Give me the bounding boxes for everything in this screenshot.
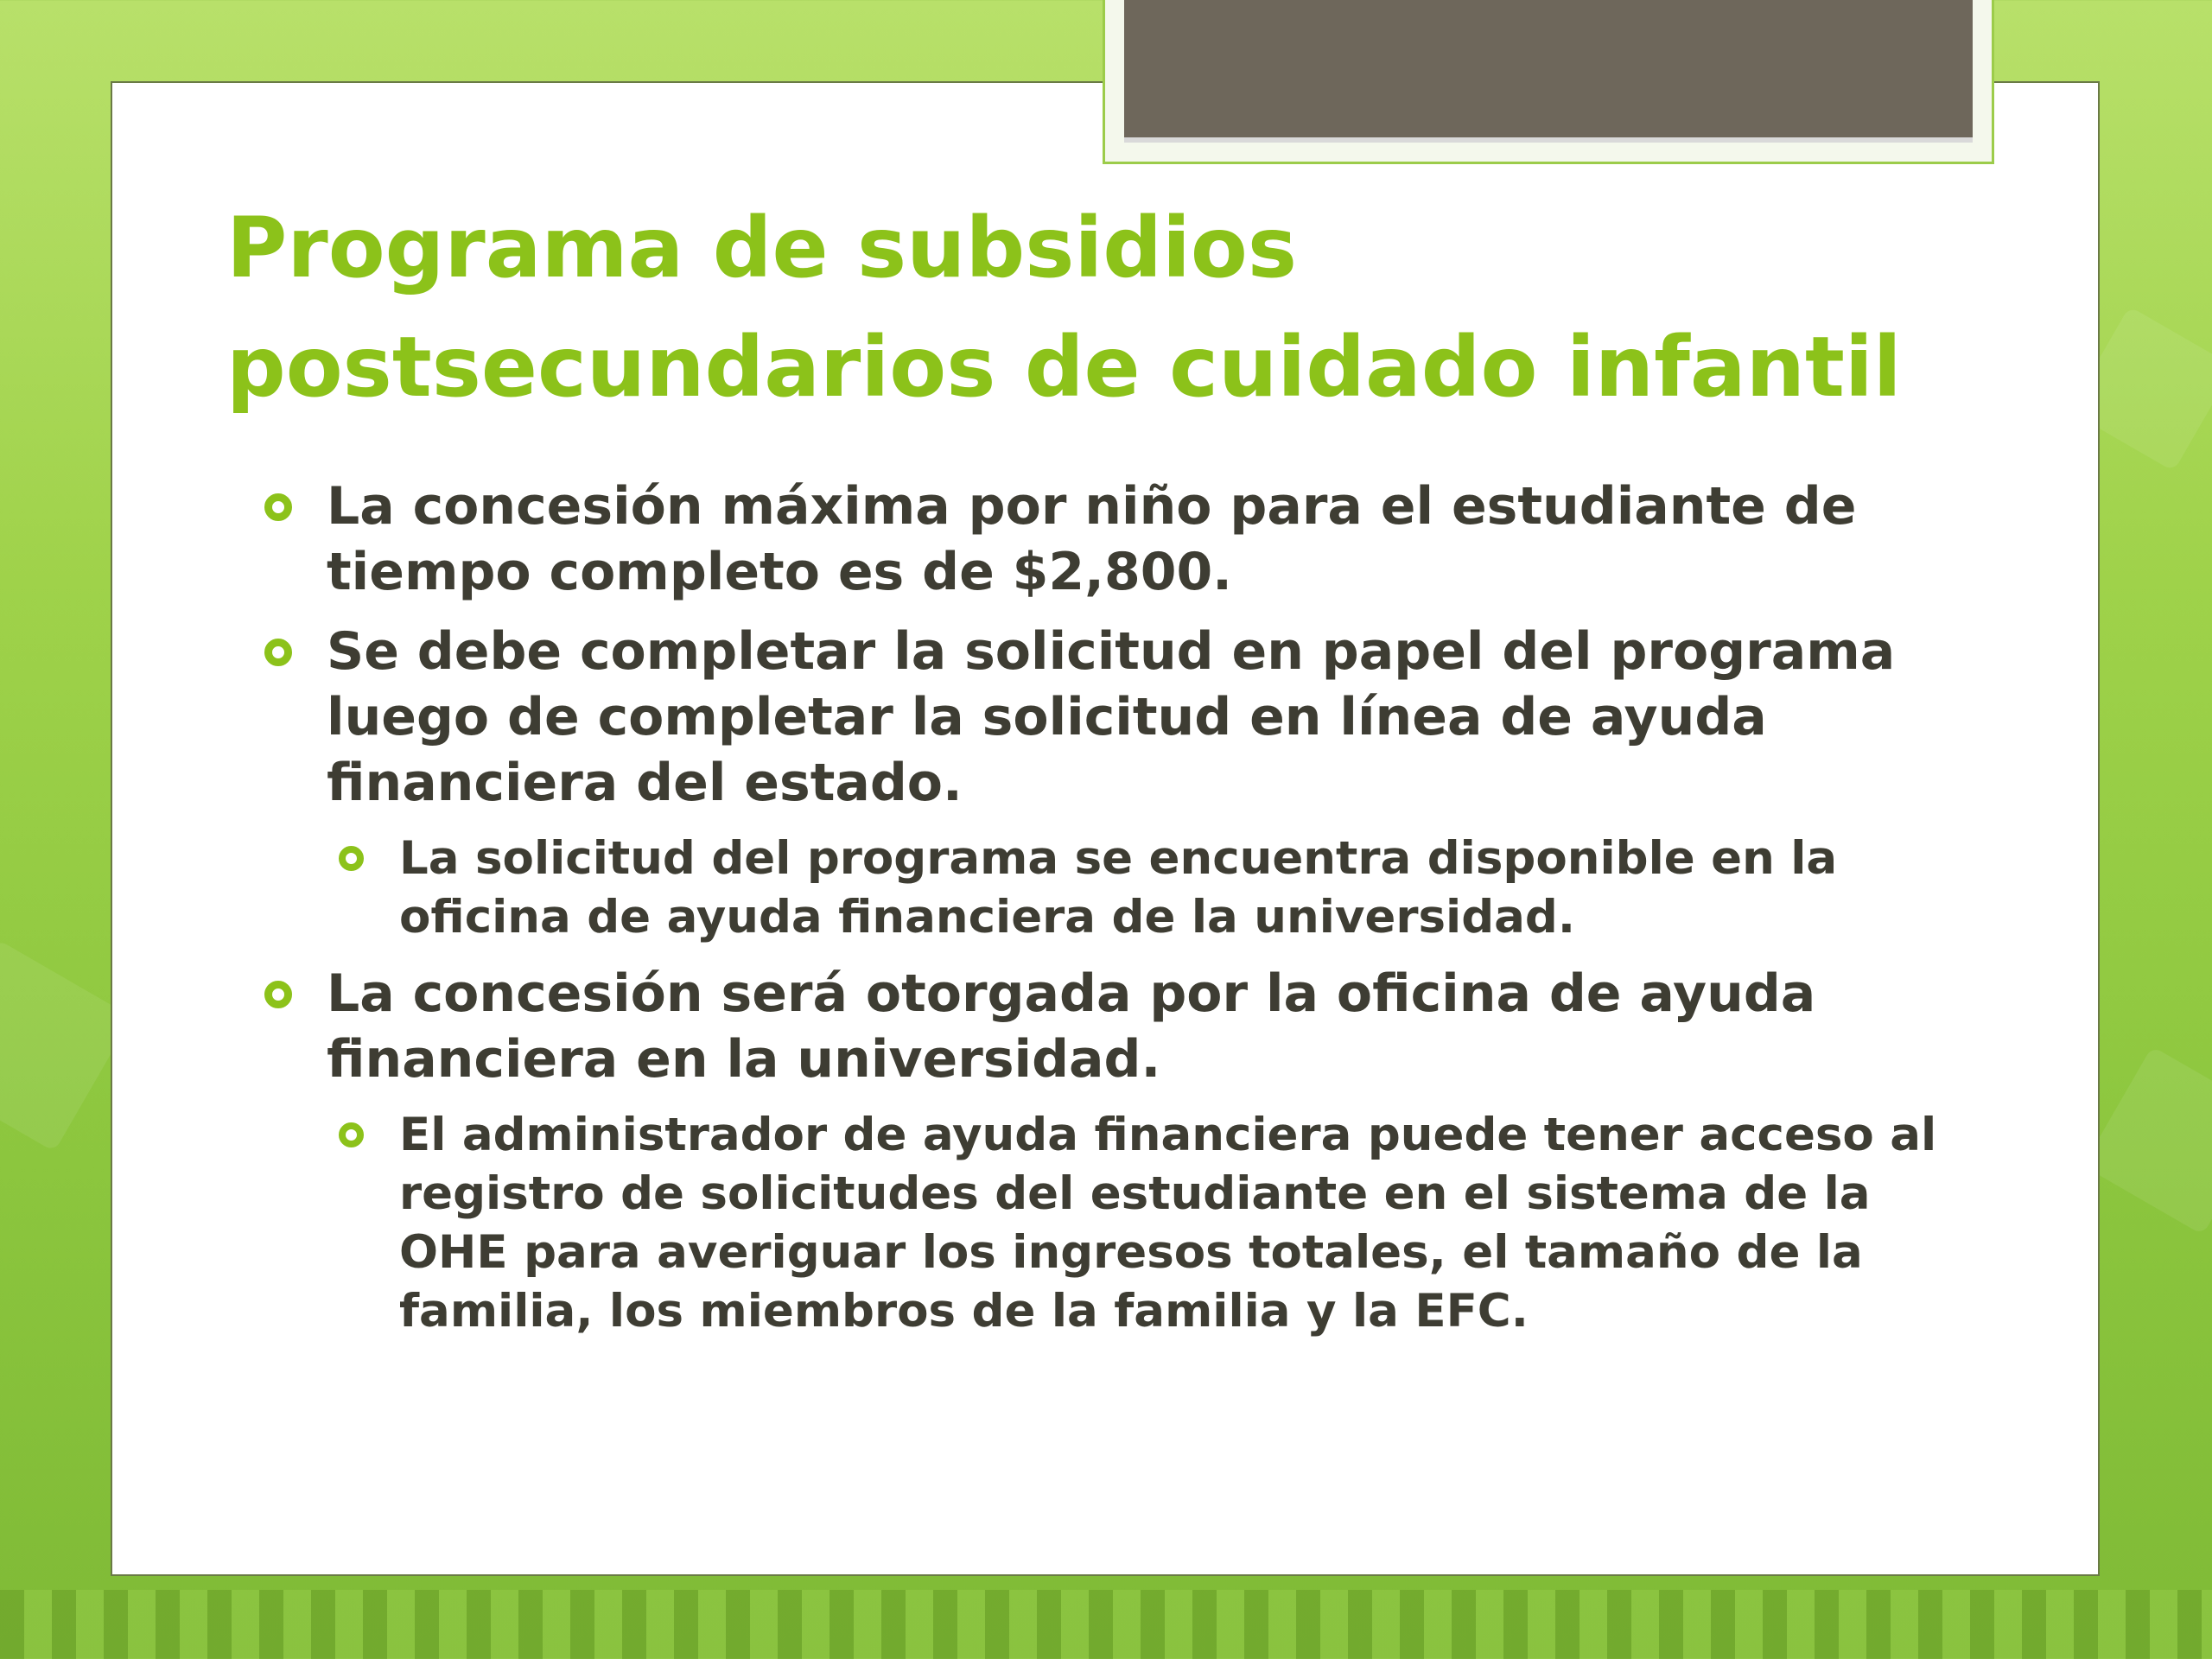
bullet-list xyxy=(259,474,1979,1355)
bullet-item xyxy=(259,474,1979,605)
background-decoration xyxy=(2083,1046,2212,1236)
bullet-text: La concesión será otorgada por la oficina de ayuda financiera en la universidad. xyxy=(327,963,1816,1090)
ring-bullet-icon xyxy=(264,493,292,521)
sub-bullet-item xyxy=(259,1106,1979,1341)
ring-bullet-icon xyxy=(339,1122,364,1147)
bullet-text: La concesión máxima por niño para el estudiante de tiempo completo es de $2,800. xyxy=(327,476,1857,602)
ring-bullet-icon xyxy=(264,639,292,666)
ring-bullet-icon xyxy=(339,846,364,871)
bullet-item xyxy=(259,961,1979,1092)
ring-bullet-icon xyxy=(264,981,292,1008)
bullet-item xyxy=(259,619,1979,816)
slide-title: Programa de subsidios postsecundarios de cuidado infantil xyxy=(226,200,1902,416)
sub-bullet-text: La solicitud del programa se encuentra disponible en la oficina de ayuda financiera de la universidad. xyxy=(399,832,1838,944)
title-plate-decoration xyxy=(1103,0,1994,164)
title-plate-inner xyxy=(1124,0,1973,143)
sub-bullet-item xyxy=(259,830,1979,947)
bullet-text: Se debe completar la solicitud en papel del programa luego de completar la solicitud en línea de ayuda financiera del estado. xyxy=(327,621,1896,813)
background-stripes xyxy=(0,1590,2212,1659)
sub-bullet-text: El administrador de ayuda financiera puede tener acceso al registro de solicitudes del estudiante en el sistema de la OHE para averiguar los ingresos totales, el tamaño de la familia, los miembros de la familia y la EFC. xyxy=(399,1109,1937,1338)
